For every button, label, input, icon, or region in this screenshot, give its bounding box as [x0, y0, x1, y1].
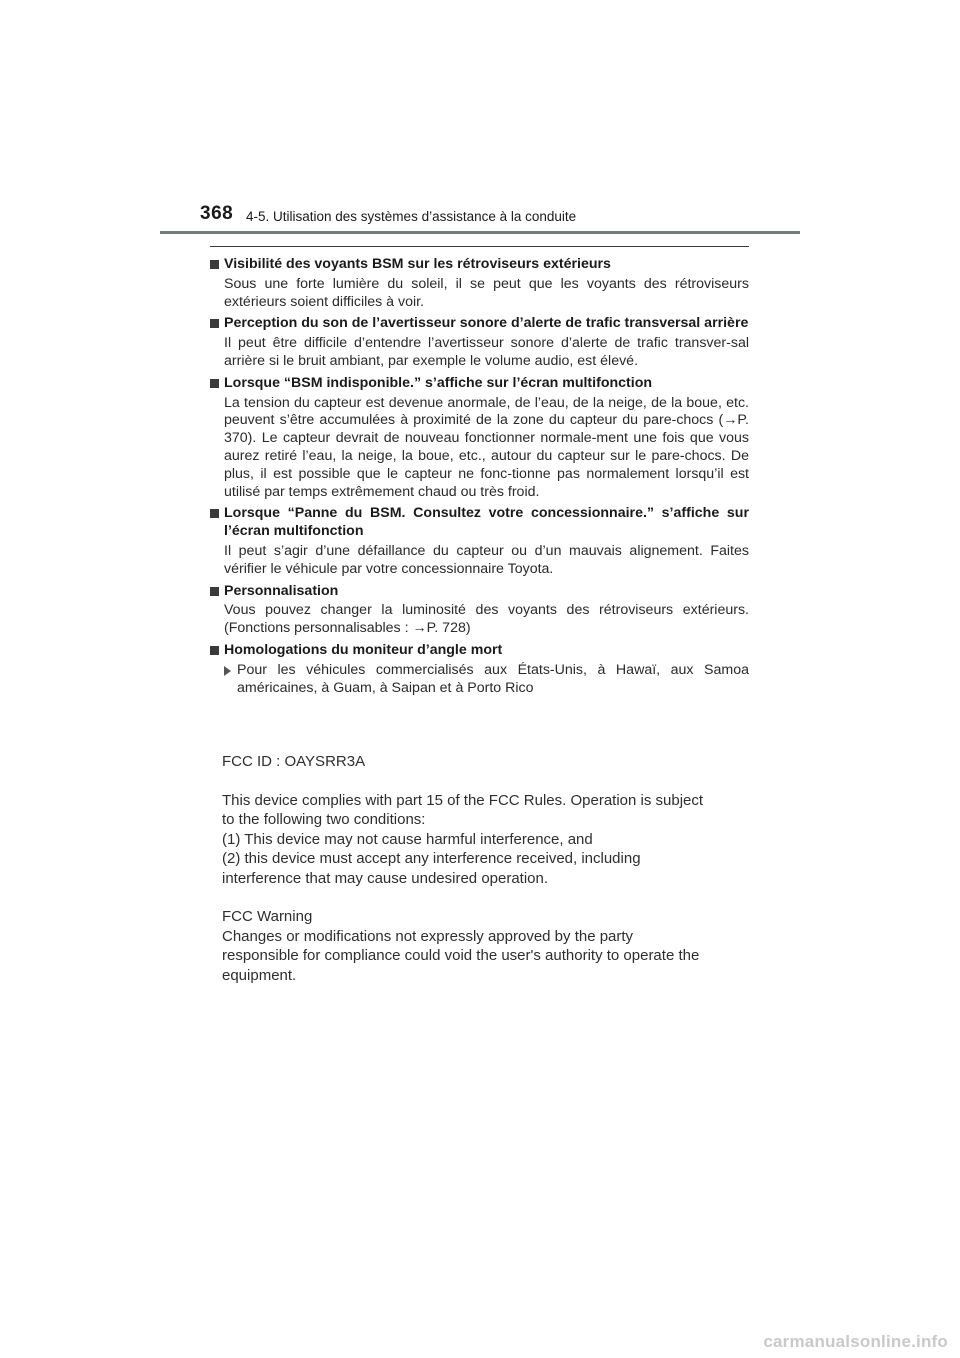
section-title: Visibilité des voyants BSM sur les rétroviseurs extérieurs — [224, 256, 611, 272]
section-bsm-malfunction — [210, 505, 749, 578]
section-body: La tension du capteur est devenue anormale, de l’eau, de la neige, de la boue, etc. peuvent s’être accumulées à proximité de la zone du capteur du pare-chocs (→P. 370). Le capteur devrait de nouveau fonctionner normale-ment une fois que vous aurez retiré l’eau, la neige, la boue, etc., autour du capteur sur le pare-chocs. De plus, il est possible que le capteur ne fonc-tionne pas normalement lorsqu’il est utilisé par temps extrêmement chaud ou très froid. — [224, 394, 749, 500]
section-rcta-sound — [210, 315, 749, 370]
fcc-compliance-line: (2) this device must accept any interference received, including — [222, 850, 641, 867]
page-number: 368 — [200, 203, 234, 224]
section-heading — [210, 256, 749, 274]
section-heading — [210, 505, 749, 541]
section-title: Homologations du moniteur d’angle mort — [224, 641, 503, 658]
section-body: Il peut s’agir d’une défaillance du capteur ou d’un mauvais alignement. Faites vérifier le véhicule par votre concessionnaire Toyota. — [224, 542, 749, 577]
fcc-warning-title: FCC Warning — [222, 908, 313, 925]
square-bullet-icon — [210, 509, 219, 518]
section-body: Sous une forte lumière du soleil, il se peut que les voyants des rétroviseurs extérieurs soient difficiles à voir. — [224, 275, 749, 310]
fcc-compliance-line: (1) This device may not cause harmful interference, and — [222, 830, 593, 848]
section-heading — [210, 583, 749, 601]
fcc-id-line: FCC ID : OAYSRR3A — [222, 753, 366, 770]
content-divider — [210, 246, 749, 247]
square-bullet-icon — [210, 646, 219, 655]
section-bsm-visibility — [210, 256, 749, 311]
square-bullet-icon — [210, 319, 219, 328]
chapter-title: 4-5. Utilisation des systèmes d’assistance à la conduite — [246, 209, 577, 224]
section-heading — [210, 642, 749, 660]
header-divider — [160, 231, 800, 234]
page-content — [210, 256, 749, 701]
square-bullet-icon — [210, 379, 219, 388]
section-title: Lorsque “Panne du BSM. Consultez votre concessionnaire.” s’affiche sur l’écran multifonction — [224, 505, 749, 540]
fcc-warning-line: Changes or modifications not expressly approved by the party — [222, 927, 634, 945]
section-certifications — [210, 642, 749, 697]
fcc-warning-line: equipment. — [222, 966, 297, 984]
list-item — [224, 662, 749, 698]
watermark-text: carmanualsonline.info — [763, 1332, 948, 1351]
section-title: Personnalisation — [224, 582, 339, 599]
section-customization — [210, 583, 749, 638]
square-bullet-icon — [210, 587, 219, 596]
fcc-compliance-line: This device complies with part 15 of the FCC Rules. Operation is subject — [222, 791, 704, 809]
section-bsm-unavailable — [210, 375, 749, 502]
square-bullet-icon — [210, 260, 219, 269]
fcc-label-image — [222, 752, 742, 992]
section-heading — [210, 315, 749, 333]
section-body: Vous pouvez changer la luminosité des voyants des rétroviseurs extérieurs. (Fonctions personnalisables : →P. 728) — [224, 602, 749, 637]
fcc-warning-line: responsible for compliance could void the user's authority to operate the — [222, 947, 700, 964]
section-body: Il peut être difficile d’entendre l’avertisseur sonore d’alerte de trafic transver-sal arrière si le bruit ambiant, par exemple le volume audio, est élevé. — [224, 335, 749, 369]
triangle-bullet-icon — [224, 666, 231, 676]
fcc-compliance-line: to the following two conditions: — [222, 811, 426, 828]
section-heading — [210, 375, 749, 393]
section-title: Perception du son de l’avertisseur sonore d’alerte de trafic transversal arrière — [224, 315, 749, 332]
section-title: Lorsque “BSM indisponible.” s’affiche sur l’écran multifonction — [224, 374, 653, 391]
fcc-compliance-line: interference that may cause undesired operation. — [222, 869, 549, 887]
list-item-text: Pour les véhicules commercialisés aux États-Unis, à Hawaï, aux Samoa américaines, à Guam, à Saipan et à Porto Rico — [237, 661, 749, 696]
